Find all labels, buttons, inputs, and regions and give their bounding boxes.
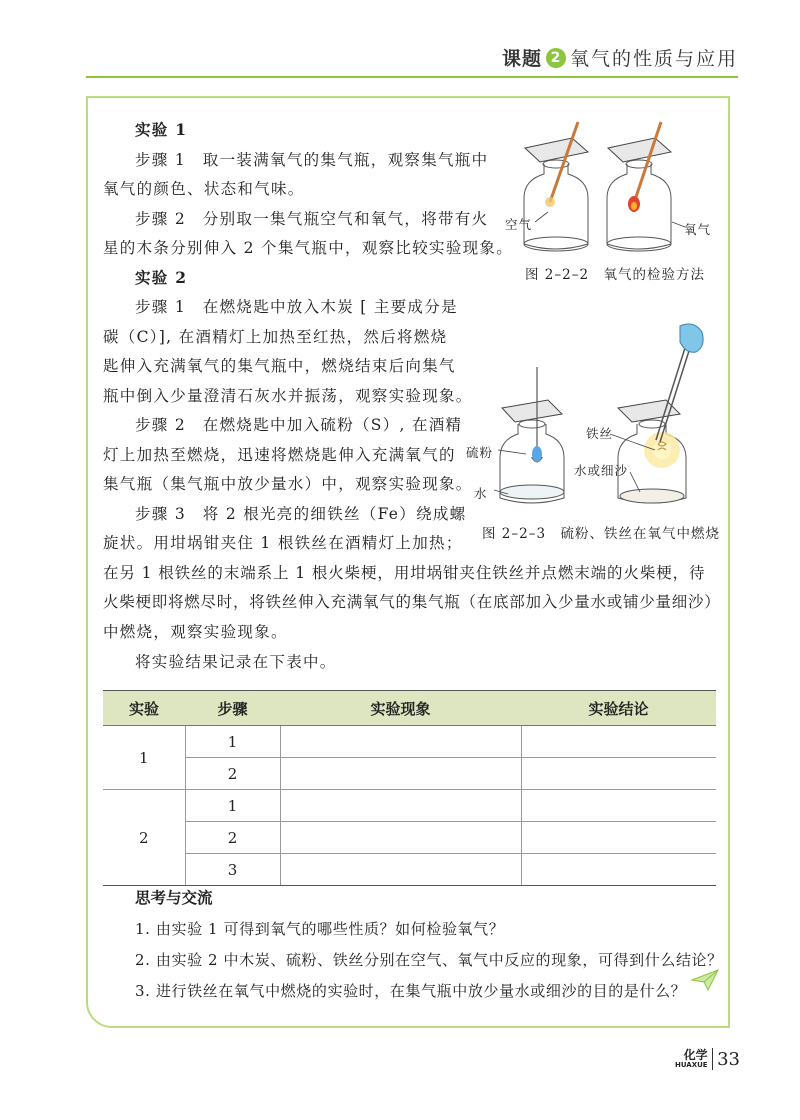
exp2-step3-line4: 火柴梗即将燃尽时，将铁丝伸入充满氧气的集气瓶（在底部加入少量水或铺少量细沙） [103, 593, 721, 611]
label-sulfur: 硫粉 [466, 445, 494, 460]
exp1-title: 实验 1 [135, 120, 188, 139]
page-header [502, 44, 738, 71]
exp2-step3-line2: 旋状。用坩埚钳夹住 1 根铁丝在酒精灯上加热； [103, 534, 463, 552]
record-instruction: 将实验结果记录在下表中。 [135, 653, 337, 671]
exp2-step1-line2: 碳（C）], 在酒精灯上加热至红热，然后将燃烧 [103, 328, 448, 346]
exp2-title: 实验 2 [135, 268, 188, 287]
exp1-step2-line2: 星的木条分别伸入 2 个集气瓶中，观察比较实验现象。 [103, 239, 514, 257]
table-row [103, 758, 716, 790]
step-cell: 2 [185, 758, 280, 790]
results-table [103, 690, 716, 886]
conclusion-cell[interactable] [521, 758, 716, 790]
exp2-step1-line1: 步骤 1 在燃烧匙中放入木炭 [ 主要成分是 [135, 298, 458, 316]
step-cell: 3 [185, 854, 280, 886]
label-water: 水 [474, 486, 488, 501]
bottle-oxygen-icon [607, 122, 671, 251]
exp2-step3-line1: 步骤 3 将 2 根光亮的细铁丝（Fe）绕成螺 [135, 505, 467, 523]
paper-plane-icon [690, 968, 720, 992]
phenomenon-cell[interactable] [280, 790, 521, 822]
header-conclusion: 实验结论 [521, 691, 716, 726]
exp2-step1-line4: 瓶中倒入少量澄清石灰水并振荡，观察实验现象。 [103, 387, 473, 405]
think-discuss-title: 思考与交流 [135, 889, 213, 907]
label-air: 空气 [505, 217, 533, 232]
conclusion-cell[interactable] [521, 822, 716, 854]
table-row [103, 822, 716, 854]
bottle-air-icon [524, 122, 588, 251]
subject-label [675, 1050, 708, 1070]
figure1-caption: 图 2–2–2 氧气的检验方法 [525, 267, 706, 283]
table-row [103, 790, 716, 822]
exp-cell-2: 2 [103, 790, 185, 886]
label-oxygen: 氧气 [684, 222, 712, 237]
lesson-prefix: 课题 [501, 48, 542, 70]
phenomenon-cell[interactable] [280, 758, 521, 790]
figure2-caption: 图 2–2–3 硫粉、铁丝在氧气中燃烧 [482, 526, 721, 542]
step-cell: 2 [185, 822, 280, 854]
step-cell: 1 [185, 726, 280, 758]
bottle-sulfur-icon [500, 367, 564, 503]
header-experiment: 实验 [103, 691, 185, 726]
exp2-step2-line2: 灯上加热至燃烧，迅速将燃烧匙伸入充满氧气的 [103, 446, 456, 464]
phenomenon-cell[interactable] [280, 822, 521, 854]
subject-pinyin: HUAXUE [674, 1061, 708, 1069]
figure-sulfur-iron-burning [480, 322, 720, 512]
table-header-row [103, 691, 716, 726]
conclusion-cell[interactable] [521, 854, 716, 886]
question-3: 3. 进行铁丝在氧气中燃烧的实验时，在集气瓶中放少量水或细沙的目的是什么？ [135, 982, 687, 1000]
exp1-step1-line1: 步骤 1 取一装满氧气的集气瓶，观察集气瓶中 [135, 151, 489, 169]
exp2-step3-line5: 中燃烧，观察实验现象。 [103, 623, 288, 641]
exp2-step3-line3: 在另 1 根铁丝的末端系上 1 根火柴梗，用坩埚钳夹住铁丝并点燃末端的火柴梗，待 [103, 564, 706, 582]
question-2: 2. 由实验 2 中木炭、硫粉、铁丝分别在空气、氧气中反应的现象，可得到什么结论？ [135, 951, 723, 969]
header-divider [86, 76, 738, 78]
phenomenon-cell[interactable] [280, 854, 521, 886]
exp2-step2-line3: 集气瓶（集气瓶中放少量水）中，观察实验现象。 [103, 475, 473, 493]
table-row [103, 726, 716, 758]
exp2-step1-line3: 匙伸入充满氧气的集气瓶中，燃烧结束后向集气 [103, 357, 456, 375]
page-number: 33 [717, 1049, 740, 1070]
conclusion-cell[interactable] [521, 726, 716, 758]
table-row [103, 854, 716, 886]
conclusion-cell[interactable] [521, 790, 716, 822]
phenomenon-cell[interactable] [280, 726, 521, 758]
label-iron: 铁丝 [586, 426, 614, 441]
lesson-title: 氧气的性质与应用 [569, 48, 738, 70]
header-phenomenon: 实验现象 [280, 691, 521, 726]
header-step: 步骤 [185, 691, 280, 726]
exp2-step2-line1: 步骤 2 在燃烧匙中加入硫粉（S）, 在酒精 [135, 416, 463, 434]
exp1-step1-line2: 氧气的颜色、状态和气味。 [103, 180, 305, 198]
step-cell: 1 [185, 790, 280, 822]
lesson-number-badge: 2 [546, 48, 566, 68]
question-1: 1. 由实验 1 可得到氧气的哪些性质？如何检验氧气？ [135, 920, 505, 938]
page-footer [675, 1048, 740, 1070]
exp1-step2-line1: 步骤 2 分别取一集气瓶空气和氧气，将带有火 [135, 210, 489, 228]
bottle-iron-icon [618, 324, 703, 503]
exp-cell-1: 1 [103, 726, 185, 790]
label-water-or-sand: 水或细沙 [574, 463, 629, 478]
figure-oxygen-test [500, 112, 715, 262]
subject-name: 化学 [683, 1048, 708, 1062]
footer-divider [712, 1048, 714, 1070]
